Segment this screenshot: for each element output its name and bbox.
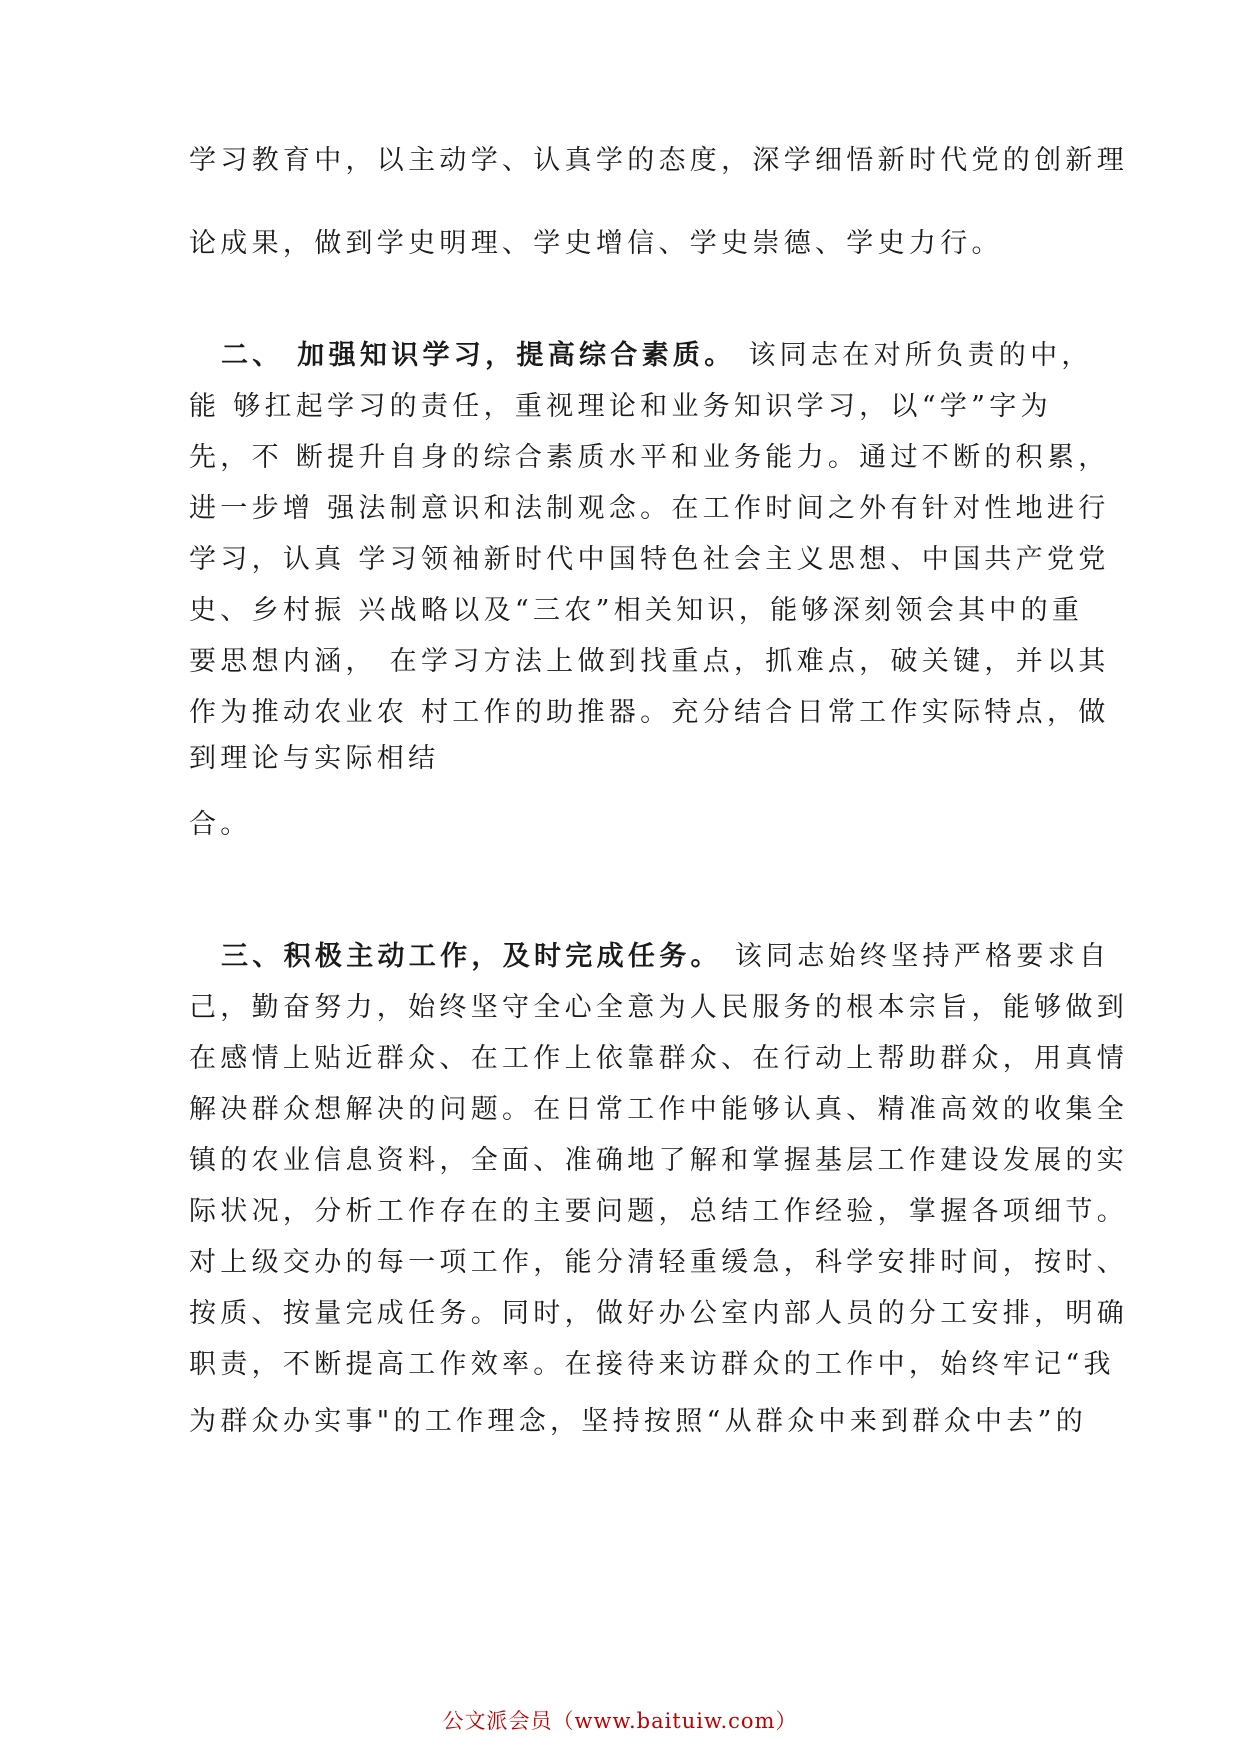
paragraph-2-line: 先，不 断提升自身的综合素质水平和业务能力。通过不断的积累， <box>189 442 1110 473</box>
paragraph-3-line: 按质、按量完成任务。同时，做好办公室内部人员的分工安排，明确 <box>189 1298 1128 1329</box>
paragraph-3-line: 在感情上贴近群众、在工作上依靠群众、在行动上帮助群众，用真情 <box>189 1043 1128 1074</box>
paragraph-2-line: 史、乡村振 兴战略以及“三农”相关知识，能够深刻领会其中的重 <box>189 595 1084 626</box>
paragraph-3-line: 己，勤奋努力，始终坚守全心全意为人民服务的根本宗旨，能够做到 <box>189 992 1128 1023</box>
paragraph-3-line: 对上级交办的每一项工作，能分清轻重缓急，科学安排时间，按时、 <box>189 1247 1128 1278</box>
paragraph-3-first-line <box>221 940 1110 974</box>
paragraph-3-text: 该同志始终坚持严格要求自 <box>721 941 1111 972</box>
paragraph-2-line: 作为推动农业农 村工作的助推器。充分结合日常工作实际特点，做 <box>189 697 1110 728</box>
paragraph-2-line: 要思想内涵， 在学习方法上做到找重点，抓难点，破关键，并以其 <box>189 646 1110 677</box>
section-2-heading: 二、 加强知识学习，提高综合素质。 <box>221 340 736 371</box>
paragraph-2-line: 能 够扛起学习的责任，重视理论和业务知识学习，以“学”字为 <box>189 391 1052 422</box>
paragraph-2-line: 合。 <box>189 809 252 840</box>
paragraph-3-line: 为群众办实事"的工作理念，坚持按照“从群众中来到群众中去”的 <box>189 1406 1088 1437</box>
paragraph-1-line: 论成果，做到学史明理、学史增信、学史崇德、学史力行。 <box>189 228 1003 259</box>
paragraph-2-line: 学习，认真 学习领袖新时代中国特色社会主义思想、中国共产党党 <box>189 544 1110 575</box>
paragraph-3-line: 职责，不断提高工作效率。在接待来访群众的工作中，始终牢记“我 <box>189 1349 1115 1380</box>
paragraph-2-text: 该同志在对所负责的中， <box>735 340 1093 371</box>
paragraph-3-line: 际状况，分析工作存在的主要问题，总结工作经验，掌握各项细节。 <box>189 1196 1128 1227</box>
footer-watermark-link[interactable]: 公文派会员（www.baituiw.com） <box>442 1709 798 1733</box>
paragraph-3-line: 解决群众想解决的问题。在日常工作中能够认真、精准高效的收集全 <box>189 1094 1128 1125</box>
paragraph-2-first-line <box>221 339 1093 373</box>
paragraph-2-line: 进一步增 强法制意识和法制观念。在工作时间之外有针对性地进行 <box>189 493 1110 524</box>
paragraph-2-line: 到理论与实际相结 <box>189 743 440 774</box>
paragraph-1-line: 学习教育中，以主动学、认真学的态度，深学细悟新时代党的创新理 <box>189 145 1128 176</box>
section-3-heading: 三、积极主动工作，及时完成任务。 <box>221 941 722 972</box>
paragraph-3-line: 镇的农业信息资料，全面、准确地了解和掌握基层工作建设发展的实 <box>189 1145 1128 1176</box>
